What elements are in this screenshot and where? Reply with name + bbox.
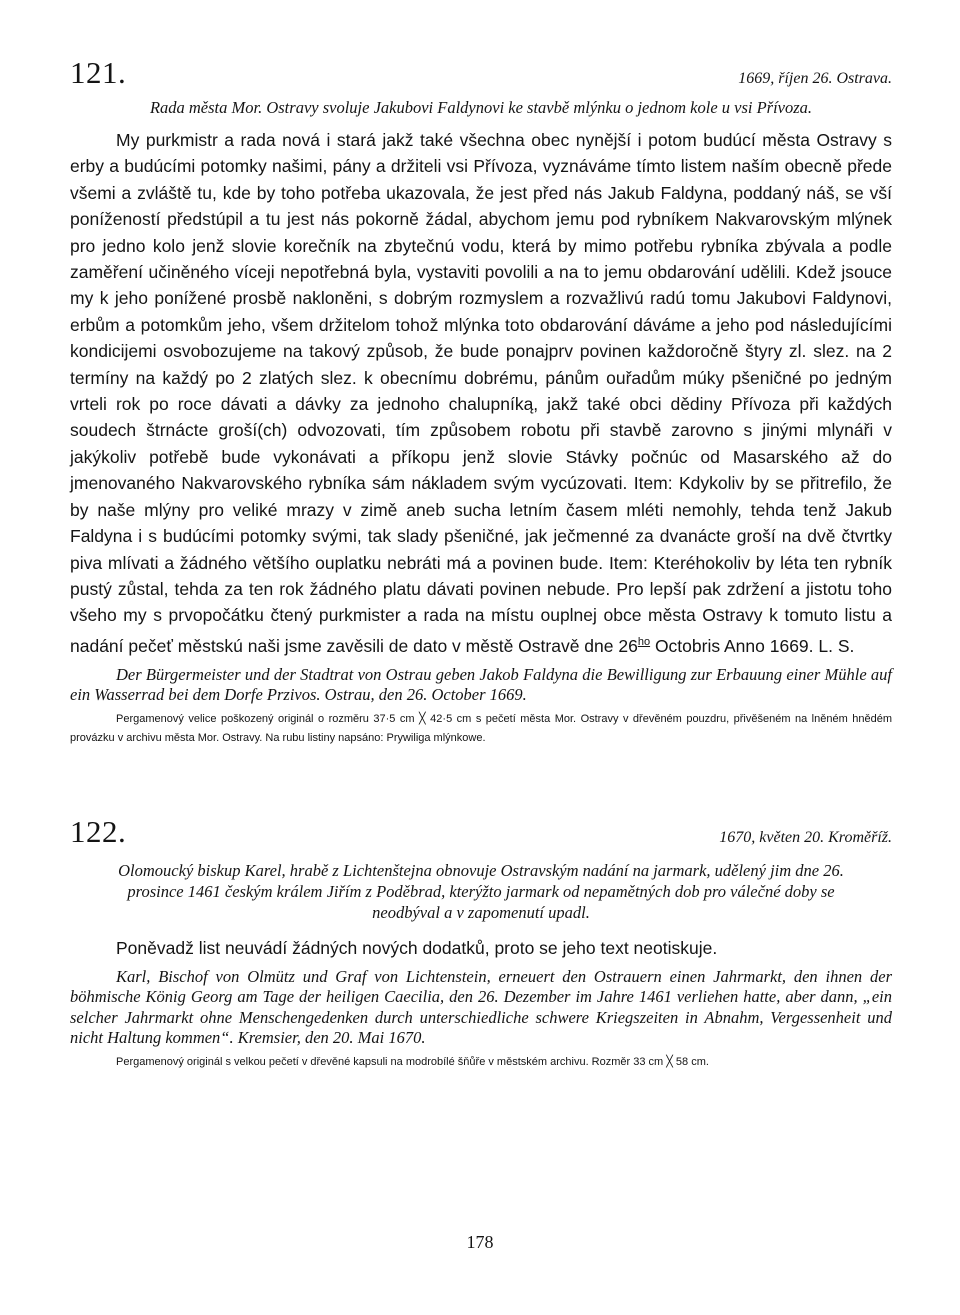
document-121 <box>70 55 892 748</box>
archival-note: Pergamenový velice poškozený originál o rozměru 37·5 cm ╳ 42·5 cm s pečetí města Mor. Ostravy v dřevěném pouzdru, přivěšeném na lněném hnědém provázku v archivu města Mor. Ostravy. Na rubu listiny napsáno: Prywiliga mlýnkowe. <box>70 712 892 744</box>
document-text <box>70 127 892 659</box>
document-header <box>70 55 892 91</box>
section-spacer <box>70 748 892 814</box>
document-summary: Rada města Mor. Ostravy svoluje Jakubovi Faldynovi ke stavbě mlýnku o jednom kole u vsi Přívoza. <box>149 98 813 117</box>
document-date-place: 1669, říjen 26. Ostrava. <box>738 70 892 87</box>
document-header <box>70 814 892 850</box>
document-text: Poněvadž list neuvádí žádných nových dodatků, proto se jeho text neotiskuje. <box>116 937 718 958</box>
document-text-superscript: ho <box>637 635 651 648</box>
document-summary: Olomoucký biskup Karel, hrabě z Lichtenštejna obnovuje Ostravským nadání na jarmark, udělený jim dne 26. prosince 1461 českým králem Jiřím z Poděbrad, kterýžto jarmark od nepamětných dob pro válečné doby se neodbýval a v zapomenutí upadl. <box>118 860 844 922</box>
page <box>70 55 892 1072</box>
document-date-place: 1670, květen 20. Kroměříž. <box>719 828 892 846</box>
page-number: 178 <box>466 1232 494 1252</box>
document-text-tail: Octobris Anno 1669. L. S. <box>650 635 855 656</box>
archival-note: Pergamenový originál s velkou pečetí v dřevěné kapsuli na modrobílé šňůře v městském archivu. Rozměr 33 cm ╳ 58 cm. <box>116 1055 709 1068</box>
german-summary: Der Bürgermeister und der Stadtrat von Ostrau geben Jakob Faldyna die Bewilligung zur Erbauung einer Mühle auf ein Wasserrad bei dem Dorfe Przivos. Ostrau, den 26. October 1669. <box>70 664 892 705</box>
document-number: 122. <box>70 813 127 849</box>
document-text-main: My purkmistr a rada nová i stará jakž také všechna obec nynější i potom budúcí města Ostravy s erby a budúcími potomky našimi, pány a držiteli vsi Přívoza, vyznáváme tímto listem naším obecně přede všemi a zvláště tu, kde by toho potřeba ukazovala, že jest před nás Jakub Faldyna, poddaný náš, se vší ponížeností předstúpil a tu jest nás pokorně žádal, abychom jemu pod rybníkem Nakvarovským mlýnek pro jedno kolo jenž slovie korečník na zbytečnú vodu, která by mimo potřebu rybníka zbývala a podle zaměření učiněného víceji nepotřebná byla, vystaviti povolili a na to jemu obdarování udělili. Kdež jsouce my k jeho ponížené prosbě nakloněni, s dobrým rozmyslem a rozvažlivú radú tomu Jakubovi Faldynovi, erbům a potomkům jeho, všem držitelom tohož mlýnka toto obdarování dáváme a jeho pod následujícími kondicijemi osvobozujeme na takový způsob, že bude ponajprv povinen každoročně štyry zl. slez. na 2 termíny na každý po 2 zlatých slez. k obecnímu dobrému, pánům ouřadům múky pšeničné po jedným vrteli rok po roce dávati a dávky za jednoho chalupníką, jakž také obci dědiny Přívoza při každých soudech štrnácte groší(ch) odvozovati, tím způsobem robotu při stavbě zarovno s jinými mlynáři v jakýkoliv potřebě bude vykonávati a příkopu jenž slovie Stávky počnúc od Masarského až do jmenovaného Nakvarovského rybníka sám nákladem svým vycúzovati. Item: Kdykoliv by se přitrefilo, že by naše mlýny pro veliké mrazy v zimě aneb sucha letním časem mléti nemohly, tehda tenž Jakub Faldyna i s budúcími potomky svými, tak slady pšeničné, jak ječmenné za dvanácte groší na dvě čtvrtky piva mlívati a žádného většího ouplatku nebráti má a povinen bude. Item: Kteréhokoliv by léta ten rybník pustý zůstal, tehda za ten rok žádného platu dávati povinen nebude. Pro lepší pak zdržení a jistotu toho všeho my s prvopočátku čtený purkmister a rada na místu ouplnej obce města Ostravy k tomuto listu a nadání pečeť městskú naši jsme zavěsili de dato v městě Ostravě dne 26 <box>70 130 892 656</box>
german-summary: Karl, Bischof von Olmütz und Graf von Lichtenstein, erneuert den Ostrauern einen Jahrmarkt, den ihnen der böhmische König Georg am Tage der heiligen Caecilia, den 26. Dezember im Jahre 1461 verliehen hatte, aber dann, „ein selcher Jahrmarkt ohne Menschengedenken durch unterschiedliche schwere Kriegszeiten in Abnahm, Vergessenheit und nicht Haltung kommen“. Kremsier, den 20. Mai 1670. <box>70 966 892 1048</box>
document-122 <box>70 814 892 1072</box>
document-number: 121. <box>70 55 127 90</box>
